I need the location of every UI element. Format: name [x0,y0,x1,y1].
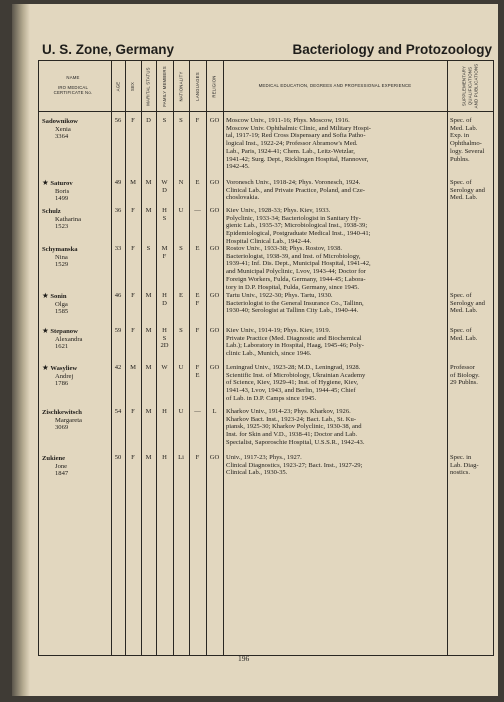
marital-status-cell: S [146,245,151,252]
person-name-cell [42,454,110,478]
column-header-sex-text: SEX [130,81,136,91]
book-binding-shadow [12,4,30,696]
supplementary-cell: Spec. of Med. Lab. [450,327,478,342]
languages-cell: — [194,408,201,415]
surname-line [42,117,110,126]
family-members-cell: H [162,454,167,461]
given-name: Jone [55,462,68,470]
column-header-marital-text: MARITAL STATUS [146,66,152,106]
column-header-row [39,61,493,112]
column-divider [125,61,126,655]
surname: Sonin [50,293,67,300]
languages-cell: — [194,207,201,214]
surname-line [42,327,110,336]
star-marker-icon: ★ [42,178,49,187]
column-header-age [111,61,125,111]
star-marker-icon: ★ [42,291,49,300]
family-members-cell: W D [161,179,168,194]
given-name: Olga [55,300,68,308]
religion-cell: GO [209,292,220,299]
given-name: Alexandra [55,335,83,343]
religion-cell: GO [209,245,220,252]
age-cell: 50 [114,454,122,461]
sex-cell: F [131,245,135,252]
sex-cell: F [131,408,135,415]
certificate-number: 1585 [55,308,69,316]
column-header-name-line: NAME [66,75,80,80]
nationality-cell: Li [178,454,184,461]
column-divider [173,61,174,655]
person-name-cell [42,364,110,388]
certificate-number: 3069 [55,424,69,432]
person-name-cell [42,207,110,231]
languages-cell: E [195,245,200,252]
surname-line [42,245,110,254]
family-members-cell: W [161,364,168,371]
person-name-cell [42,408,110,432]
certificate-number: 1621 [55,343,69,351]
surname-line [42,364,110,373]
person-name-cell [42,117,110,141]
column-header-supplementary-line: SUPPLEMENTARY [460,65,466,107]
sex-cell: F [131,117,135,124]
education-cell: Tartu Univ., 1922-30; Phys. Tartu, 1930. Bacteriologist to the General Insurance Co., Tallinn, 1930-40; Serologist at Tallinn City Lab., 1940-44. [226,292,364,315]
languages-cell: F [195,117,200,124]
family-members-cell: H S [162,207,167,222]
page-number: 196 [238,654,250,663]
person-name-cell [42,179,110,203]
certificate-number: 1499 [55,195,69,203]
marital-status-cell: M [145,179,152,186]
star-marker-icon: ★ [42,363,49,372]
education-cell: Leningrad Univ., 1923-28; M.D., Leningrad, 1928. Scientific Inst. of Microbiology, Ukrainian Academy of Science, Kiev, 1929-41; Inst. of Hygiene, Kiev, 1941-43, Lvov, 1943, and Berlin, 1944-45; Chief of Lab. in D.P. Camps since 1945. [226,364,366,402]
age-cell: 46 [114,292,122,299]
column-divider [447,61,448,655]
given-name: Andrej [55,372,74,380]
given-name: Nina [55,253,68,261]
nationality-cell: U [178,364,184,371]
column-header-religion-text: RELIGION [212,74,218,98]
column-divider [141,61,142,655]
certificate-number: 1529 [55,261,69,269]
languages-cell: F [195,327,200,334]
supplementary-cell: Spec. of Serology and Med. Lab. [450,179,485,202]
age-cell: 49 [114,179,122,186]
languages-cell: E F [195,292,200,307]
column-divider [189,61,190,655]
given-name: Xenia [55,125,71,133]
surname-line [42,179,110,188]
nationality-cell: S [179,245,183,252]
religion-cell: GO [209,454,220,461]
column-divider [223,61,224,655]
surname: Sadownikow [42,118,78,125]
column-header-nationality [173,61,189,111]
family-members-cell: M F [161,245,168,260]
supplementary-cell: Spec. of Med. Lab. Exp. in Ophthalmo- logy. Several Publns. [450,117,485,163]
sex-cell: F [131,327,135,334]
certificate-number: 3364 [55,133,69,141]
surname-line [42,292,110,301]
education-cell: Kharkov Univ., 1914-23; Phys. Kharkov, 1926. Kharkov Bact. Inst., 1923-24; Bact. Lab., St. Ku- piansk, 1925-30; Kharkov Polyclinic, 1930-38, and Inst. for Skin and V.D., 1938-41; Doctor and Lab. Specialist, Saporoschie Hospital, U.S.S.R., 1942-43. [226,408,365,446]
sex-cell: F [131,207,135,214]
sex-cell: F [131,454,135,461]
surname: Schymanska [42,246,78,253]
religion-cell: L [212,408,217,415]
family-members-cell: H [162,408,167,415]
sex-cell: F [131,292,135,299]
marital-status-cell: M [145,364,152,371]
family-members-cell: H S 2D [160,327,169,350]
surname: Saturov [50,180,73,187]
education-cell: Kiev Univ., 1928-33; Phys. Kiev, 1933. Polyclinic, 1933-34; Bacteriologist in Sanitary Hy- gienic Lab., 1935-37; Microbiological Inst., 1938-39; Epidemiological, Postgraduate Medical Inst., 1940-41; Hospital Clinical Lab., 1942-44. [226,207,371,245]
marital-status-cell: D [146,117,151,124]
surname: Stepanow [50,328,78,335]
nationality-cell: S [179,117,183,124]
education-cell: Kiev Univ., 1914-19; Phys. Kiev, 1919. Private Practice (Med. Diagnostic and Biochemical Lab.); Laboratory in Hospital, Haag, 1945-46; Poly- clinic Lab., Munich, since 1946. [226,327,364,358]
person-name-cell [42,245,110,269]
supplementary-cell: Spec. of Serology and Med. Lab. [450,292,485,315]
nationality-cell: U [178,207,184,214]
marital-status-cell: M [145,327,152,334]
column-header-supplementary-line: QUALIFICATIONS [466,66,472,106]
family-members-cell: H D [162,292,167,307]
column-header-marital [141,61,156,111]
education-cell: Voronesch Univ., 1918-24; Phys. Voronesch, 1924. Clinical Lab., and Private Practice, Poland, and Cze- choslovakia. [226,179,365,202]
age-cell: 54 [114,408,122,415]
age-cell: 56 [114,117,122,124]
column-header-nationality-text: NATIONALITY [178,70,184,102]
certificate-number: 1523 [55,223,69,231]
education-cell: Moscow Univ., 1911-16; Phys. Moscow, 1916. Moscow Univ. Ophthalmic Clinic, and Military Hospi- tal, 1917-19; Red Cross Dispensary and Sofia Patho- logical Inst., 1922-24; Professor Abramow's Med. Lab., Paris, 1924-41; Chem. Lab., Leitz-Wetzlar, 1941-42; Surg. Dept., Ricklingen Hospital, Hannover, 1942-45. [226,117,371,171]
column-header-name [39,75,107,95]
marital-status-cell: M [145,408,152,415]
marital-status-cell: M [145,454,152,461]
education-cell: Rostov Univ., 1933-38; Phys. Rostov, 1938. Bacteriologist, 1938-39, and Inst. of Microbiology, 1939-41; Inf. Dis. Dept., Municipal Hospital, 1941-42, and Municipal Polyclinic, Lvov, 1943-44; Doctor for Foreign Workers, Fulda, Germany, 1944-45; Labora- tory in D.P. Hospital, Fulda, Germany, since 1945. [226,245,371,291]
religion-cell: GO [209,207,220,214]
column-divider [156,61,157,655]
column-header-languages [189,61,206,111]
age-cell: 42 [114,364,122,371]
sex-cell: M [130,179,136,186]
column-header-family-text: FAMILY MEMBERS [162,65,168,107]
column-header-languages-text: LANGUAGES [195,71,201,101]
languages-cell: F [195,454,200,461]
column-header-family [156,61,173,111]
surname: Wasyliew [50,365,78,372]
surname-line [42,454,110,463]
running-header-right: Bacteriology and Protozoology [292,42,492,57]
languages-cell: E [195,179,200,186]
marital-status-cell: M [145,292,152,299]
surname-line [42,408,110,417]
surname: Schulz [42,208,61,215]
person-name-cell [42,327,110,351]
given-name: Boris [55,187,70,195]
sex-cell: M [130,364,136,371]
languages-cell: F E [195,364,200,379]
column-header-supplementary-text [461,64,479,109]
given-name: Katharina [55,215,81,223]
column-header-name-line: IRO MEDICAL [57,85,89,90]
supplementary-cell: Spec. in Lab. Diag- nostics. [450,454,479,477]
column-header-name-line: CERTIFICATE No. [53,90,93,95]
surname-line [42,207,110,216]
document-page [12,4,498,696]
age-cell: 33 [114,245,122,252]
nationality-cell: U [178,408,184,415]
religion-cell: GO [209,117,220,124]
column-header-education: MEDICAL EDUCATION, DEGREES AND PROFESSIONAL EXPERIENCE [258,83,412,88]
nationality-cell: N [178,179,184,186]
family-members-cell: S [162,117,167,124]
column-divider [206,61,207,655]
religion-cell: GO [209,364,220,371]
registry-table [38,60,494,656]
supplementary-cell: Professor of Biology. 29 Publns. [450,364,480,387]
star-marker-icon: ★ [42,326,49,335]
column-header-sex [125,61,141,111]
age-cell: 36 [114,207,122,214]
column-header-supplementary-line: AND PUBLICATIONS [472,63,478,109]
column-header-supplementary [447,61,493,111]
certificate-number: 1847 [55,470,69,478]
religion-cell: GO [209,327,220,334]
nationality-cell: E [178,292,184,299]
surname: Zischkewitsch [42,409,82,416]
age-cell: 59 [114,327,122,334]
running-header-left: U. S. Zone, Germany [42,42,175,57]
person-name-cell [42,292,110,316]
surname: Zukiene [42,455,66,462]
education-cell: Univ., 1917-23; Phys., 1927. Clinical Diagnostics, 1923-27; Bact. Inst., 1927-29; Clinical Lab., 1930-35. [226,454,363,477]
column-header-age-text: AGE [115,81,121,91]
column-header-religion [206,61,223,111]
given-name: Margareta [55,416,82,424]
marital-status-cell: M [145,207,152,214]
column-divider [111,61,112,655]
religion-cell: GO [209,179,220,186]
certificate-number: 1786 [55,380,69,388]
nationality-cell: S [179,327,183,334]
